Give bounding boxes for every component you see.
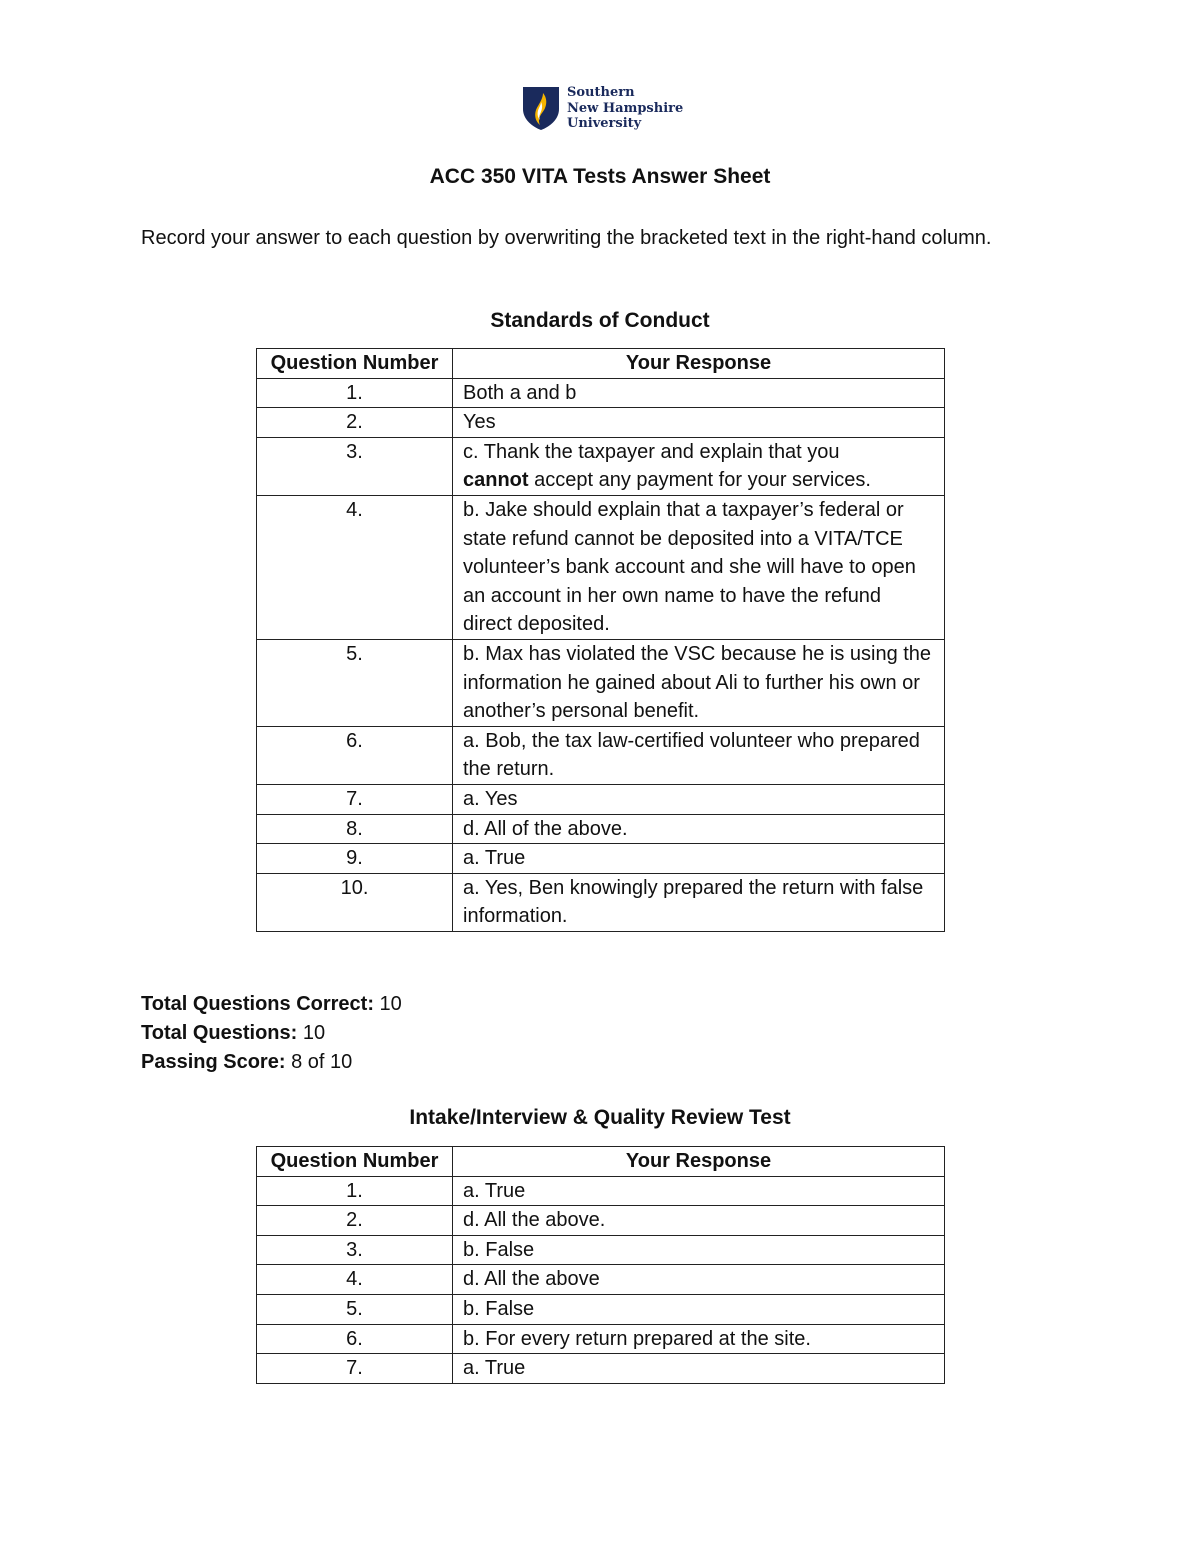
section-title-intake: Intake/Interview & Quality Review Test [409,1106,791,1129]
response-cell[interactable]: b. Max has violated the VSC because he is using the information he gained about Ali to further his own or another’s personal benefit. [453,639,945,726]
question-number: 10. [257,873,453,931]
response-cell[interactable]: a. Bob, the tax law-certified volunteer who prepared the return. [453,726,945,784]
passing-score-line [141,1048,402,1077]
response-cell[interactable]: Yes [453,408,945,438]
table-row [257,873,945,931]
column-header-response: Your Response [453,349,945,379]
logo-wordmark [567,85,683,132]
logo-line-1: Southern [567,85,635,100]
logo-line-3: University [567,116,642,131]
response-cell[interactable]: a. True [453,1354,945,1384]
total-correct-label: Total Questions Correct: [141,993,374,1015]
table-row [257,784,945,814]
question-number: 3. [257,1235,453,1265]
question-number: 6. [257,726,453,784]
intake-answer-table [256,1146,945,1384]
response-cell[interactable]: a. True [453,1176,945,1206]
passing-score-label: Passing Score: [141,1051,286,1073]
question-number: 4. [257,495,453,639]
score-summary [141,990,402,1077]
question-number: 5. [257,639,453,726]
table-row [257,378,945,408]
table-row [257,1265,945,1295]
section-title-standards: Standards of Conduct [490,309,710,332]
table-row [257,1354,945,1384]
table-header-row [257,349,945,379]
question-number: 9. [257,844,453,874]
table-row [257,726,945,784]
question-number: 1. [257,378,453,408]
total-questions-label: Total Questions: [141,1022,298,1044]
table-row [257,1206,945,1236]
document-title: ACC 350 VITA Tests Answer Sheet [429,165,771,188]
table-row [257,1176,945,1206]
question-number: 1. [257,1176,453,1206]
passing-score-value: 8 of 10 [285,1051,353,1073]
response-cell[interactable]: d. All of the above. [453,814,945,844]
response-text: accept any payment for your services. [528,469,871,492]
response-cell[interactable]: a. True [453,844,945,874]
question-number: 7. [257,784,453,814]
total-correct-line [141,990,402,1019]
table-row [257,639,945,726]
table-row [257,408,945,438]
response-cell[interactable]: a. Yes, Ben knowingly prepared the return with false information. [453,873,945,931]
standards-answer-table [256,348,945,932]
table-row [257,1235,945,1265]
total-correct-value[interactable]: 10 [374,993,402,1015]
question-number: 8. [257,814,453,844]
column-header-question: Question Number [257,349,453,379]
shield-flame-icon [521,85,561,131]
university-logo [521,83,691,133]
response-emphasis: cannot [463,469,529,492]
response-cell[interactable]: a. Yes [453,784,945,814]
question-number: 4. [257,1265,453,1295]
table-row [257,437,945,495]
question-number: 2. [257,408,453,438]
instructions-text: Record your answer to each question by overwriting the bracketed text in the right-hand column. [141,227,992,249]
response-cell[interactable]: b. Jake should explain that a taxpayer’s federal or state refund cannot be deposited into a VITA/TCE volunteer’s bank account and she will have to open an account in her own name to have the refund direct deposited. [453,495,945,639]
table-row [257,814,945,844]
response-cell[interactable]: d. All the above [453,1265,945,1295]
question-number: 7. [257,1354,453,1384]
question-number: 2. [257,1206,453,1236]
response-cell[interactable]: b. For every return prepared at the site. [453,1324,945,1354]
total-questions-line [141,1019,402,1048]
response-cell[interactable]: d. All the above. [453,1206,945,1236]
table-row [257,1324,945,1354]
response-text: c. Thank the taxpayer and explain that you [463,440,840,463]
response-cell[interactable]: Both a and b [453,378,945,408]
response-cell[interactable]: b. False [453,1294,945,1324]
question-number: 5. [257,1294,453,1324]
column-header-response: Your Response [453,1147,945,1177]
table-row [257,495,945,639]
question-number: 3. [257,437,453,495]
table-row [257,844,945,874]
logo-line-2: New Hampshire [567,100,684,116]
question-number: 6. [257,1324,453,1354]
total-questions-value: 10 [297,1022,326,1044]
table-header-row [257,1147,945,1177]
response-cell[interactable] [453,437,945,495]
table-row [257,1294,945,1324]
column-header-question: Question Number [257,1147,453,1177]
response-cell[interactable]: b. False [453,1235,945,1265]
